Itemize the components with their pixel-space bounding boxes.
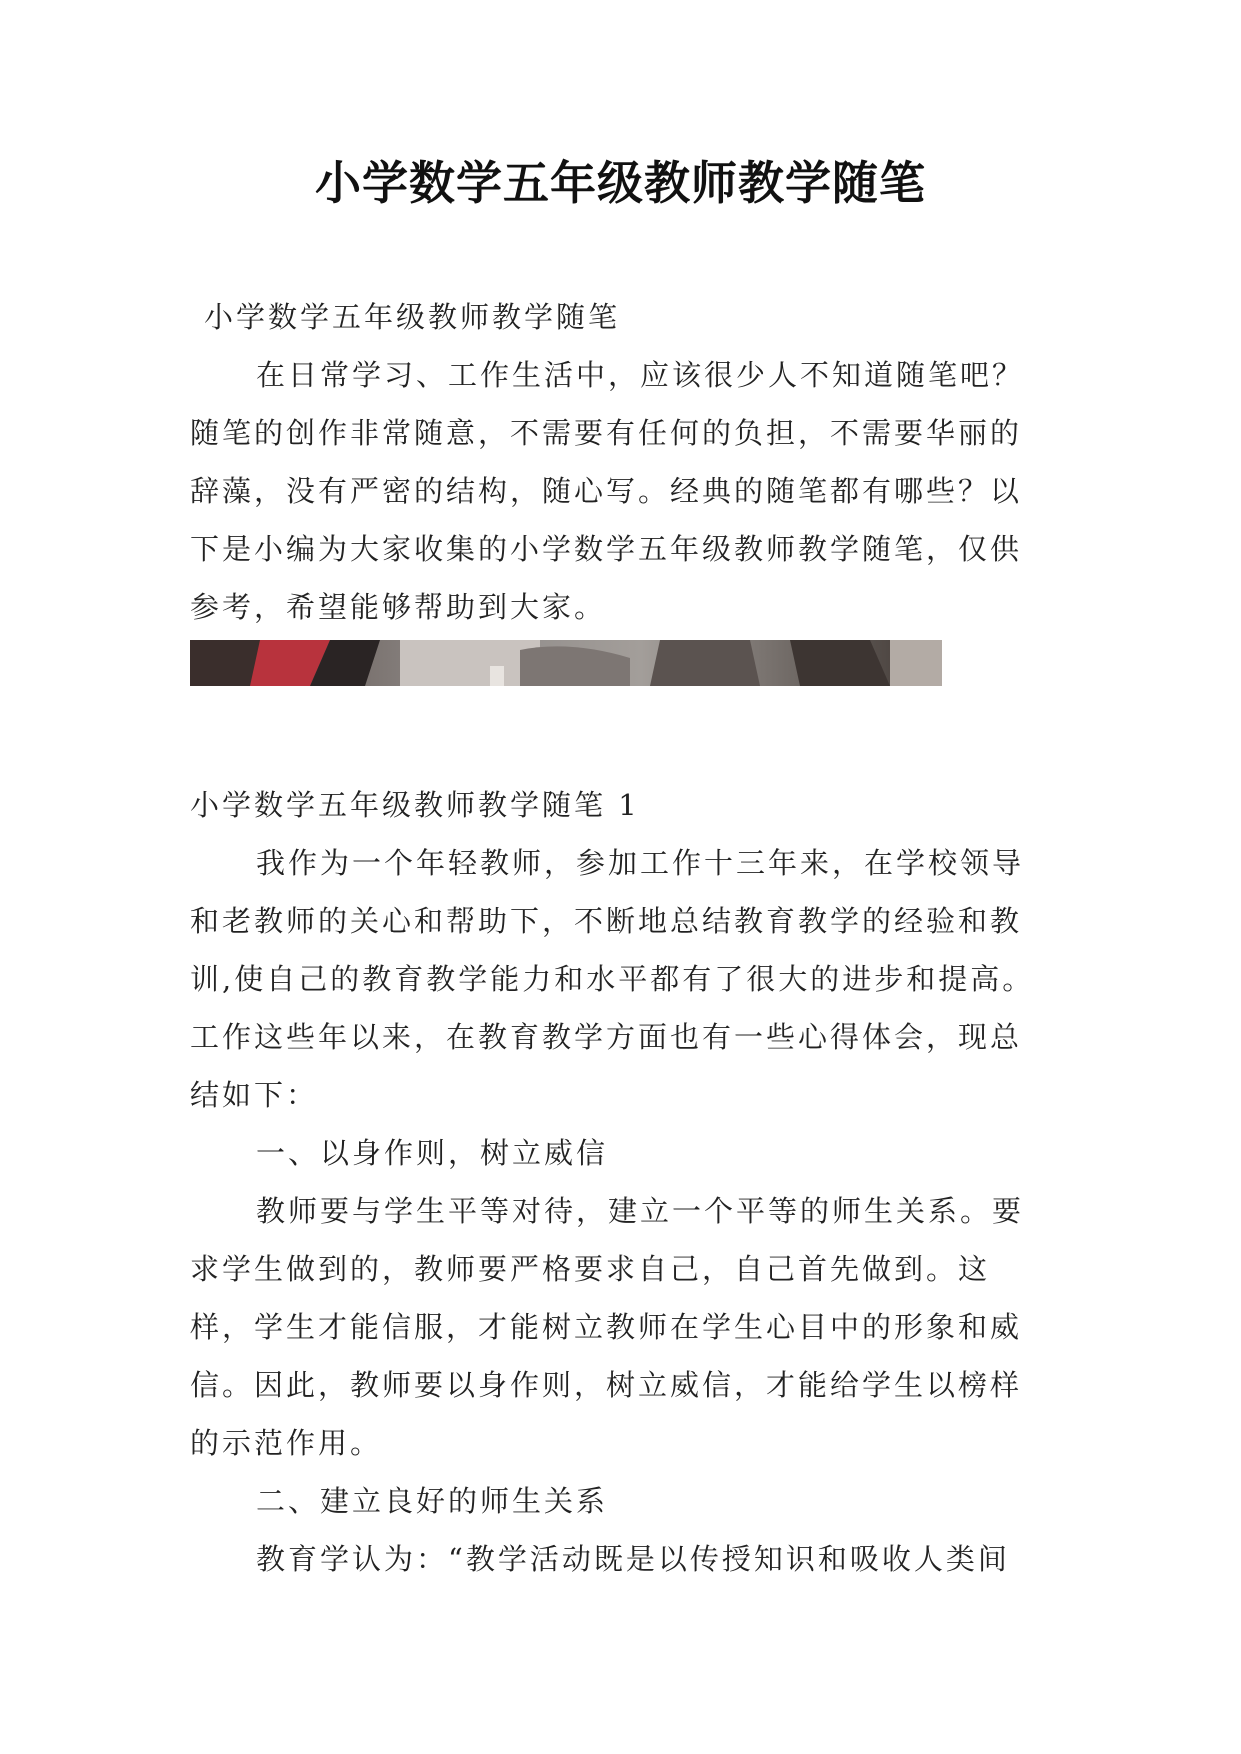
intro-paragraph: 在日常学习、工作生活中，应该很少人不知道随笔吧？随笔的创作非常随意，不需要有任何的负担，不需要华丽的辞藻，没有严密的结构，随心写。经典的随笔都有哪些？以下是小编为大家收集的小学数学五年级教师教学随笔，仅供参考，希望能够帮助到大家。 <box>190 358 1025 624</box>
document-body <box>190 288 1050 1588</box>
document-title: 小学数学五年级教师教学随笔 <box>315 156 926 210</box>
section-heading: 小学数学五年级教师教学随笔 1 <box>190 788 640 822</box>
point-heading: 一、以身作则，树立威信 <box>256 1136 609 1170</box>
section-paragraph: 我作为一个年轻教师，参加工作十三年来，在学校领导和老教师的关心和帮助下，不断地总结教育教学的经验和教训,使自己的教育教学能力和水平都有了很大的进步和提高。工作这些年以来，在教育教学方面也有一些心得体会，现总结如下： <box>190 846 1035 1112</box>
intro-heading: 小学数学五年级教师教学随笔 <box>204 300 621 334</box>
point-heading: 二、建立良好的师生关系 <box>256 1484 609 1518</box>
point-paragraph: 教师要与学生平等对待，建立一个平等的师生关系。要求学生做到的，教师要严格要求自己，自己首先做到。这样，学生才能信服，才能树立教师在学生心目中的形象和威信。因此，教师要以身作则，树立威信，才能给学生以榜样的示范作用。 <box>190 1194 1025 1460</box>
point-paragraph: 教育学认为：“教学活动既是以传授知识和吸收人类间 <box>256 1542 1010 1576</box>
article-photo-strip <box>190 640 942 686</box>
